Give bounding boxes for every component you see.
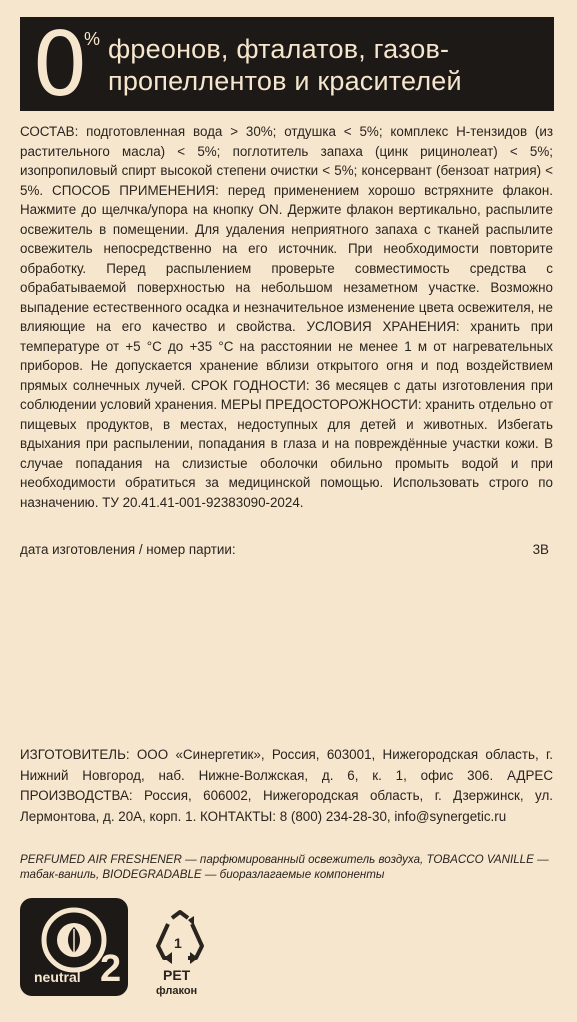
- neutral-certification-badge: [20, 898, 128, 996]
- banner-claim-text: [108, 33, 462, 97]
- pet-sublabel: флакон: [156, 985, 198, 997]
- pet-label: PET: [163, 967, 191, 983]
- percent-sign: %: [84, 29, 101, 49]
- production-date-row: [20, 541, 553, 559]
- manufacturer-info: [20, 745, 553, 827]
- english-terms-glossary: PERFUMED AIR FRESHENER — парфюмированный освежитель воздуха, TOBACCO VANILLE — табак-ваниль, BIODEGRADABLE — биоразлагаемые компоненты: [20, 853, 549, 881]
- banner-line-2: пропеллентов и красителей: [108, 66, 462, 96]
- claim-banner: [20, 13, 554, 116]
- recycle-code-number: 1: [174, 935, 182, 951]
- batch-code: 3В: [532, 542, 549, 557]
- banner-line-1: фреонов, фталатов, газов-: [108, 34, 450, 64]
- main-body-text: СОСТАВ: подготовленная вода > 30%; отдушка < 5%; комплекс Н-тензидов (из растительного масла) < 5%; поглотитель запаха (цинк рицинолеат) < 5%; изопропиловый спирт высокой степени очистки < 5%; консервант (бензоат натрия) < 5%. СПОСОБ ПРИМЕНЕНИЯ: перед применением хорошо встряхните флакон. Нажмите до щелчка/упора на кнопку ON. Держите флакон вертикально, распылите освежитель в помещении. Для удаления неприятного запаха с тканей распылите освежитель непосредственно на его источник. При необходимости повторите обработку. Перед распылением проверьте совместимость средства с обрабатываемой поверхностью на небольшом незаметном участке. Возможно выпадение естественного осадка и незначительное изменение цвета освежителя, не влияющие на его качество и свойства. УСЛОВИЯ ХРАНЕНИЯ: хранить при температуре от +5 °С до +35 °С на расстоянии не менее 1 м от нагревательных приборов. Не допускается хранение вблизи открытого огня и под воздействием прямых солнечных лучей. СРОК ГОДНОСТИ: 36 месяцев с даты изготовления при соблюдении условий хранения. МЕРЫ ПРЕДОСТОРОЖНОСТИ: хранить отдельно от пищевых продуктов, в местах, недоступных для детей и животных. Избегать вдыхания при распылении, попадания в глаза и на повреждённые участки кожи. В случае попадания на слизистые оболочки обильно промыть водой и при необходимости обратиться за медицинской помощью. Использовать строго по назначению. ТУ 20.41.41-001-92383090-2024.: [20, 124, 553, 510]
- production-date-label: дата изготовления / номер партии:: [20, 542, 236, 557]
- zero-percent-number: 0: [32, 13, 88, 116]
- manufacturer-text: ИЗГОТОВИТЕЛЬ: ООО «Синергетик», Россия, 603001, Нижегородская область, г. Нижний Новгород, наб. Нижне-Волжская, д. 6, к. 1, офис 306. АДРЕС ПРОИЗВОДСТВА: Россия, 606002, Нижегородская область, г. Дзержинск, ул. Лермонтова, д. 20А, корп. 1. КОНТАКТЫ: 8 (800) 234-28-30, info@synergetic.ru: [20, 747, 553, 824]
- composition-and-instructions: [20, 122, 553, 512]
- neutral-label: neutral: [34, 969, 81, 985]
- neutral-number: 2: [100, 948, 122, 990]
